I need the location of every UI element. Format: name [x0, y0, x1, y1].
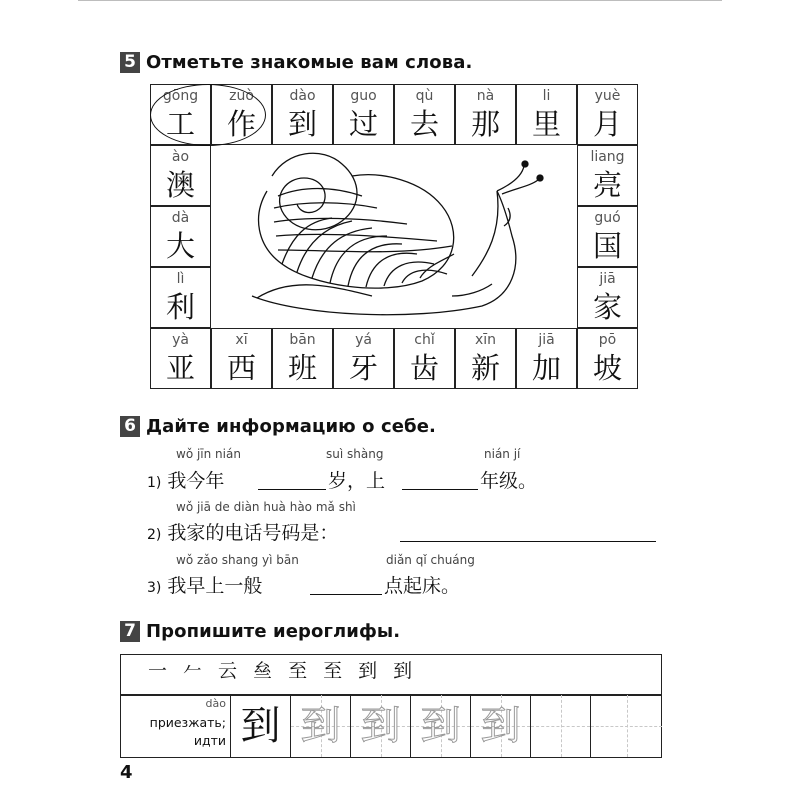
- character-cell[interactable]: [455, 84, 516, 145]
- pinyin-label: gōng: [162, 88, 199, 104]
- hanzi-character: 去: [409, 107, 439, 141]
- pinyin-label: yà: [172, 332, 189, 348]
- hanzi-character: 齿: [409, 351, 439, 385]
- hanzi-character: 坡: [592, 351, 622, 385]
- sentence-part: 我家的电话号码是：: [167, 522, 339, 544]
- character-cell[interactable]: [516, 84, 577, 145]
- meaning-label: [122, 695, 230, 757]
- character-cell[interactable]: [272, 84, 333, 145]
- hanzi-character: 过: [348, 107, 378, 141]
- stroke-order-sequence: [148, 656, 428, 683]
- hanzi-character: 作: [226, 107, 256, 141]
- pinyin-line: wǒ jiā de diàn huà hào mǎ shì: [176, 500, 356, 514]
- stroke-step: 到: [393, 660, 429, 682]
- character-cell[interactable]: [150, 84, 211, 145]
- character-cell[interactable]: [394, 84, 455, 145]
- section-number: 6: [120, 416, 140, 437]
- pinyin-label: dào: [289, 88, 316, 104]
- sentence-part: 点起床。: [384, 575, 461, 597]
- page-number: 4: [120, 762, 133, 783]
- hanzi-character: 澳: [165, 168, 195, 202]
- hanzi-character: 国: [592, 229, 622, 263]
- stroke-step: 云: [218, 660, 254, 682]
- pinyin-label: xīn: [474, 332, 497, 348]
- character-cell[interactable]: [577, 267, 638, 328]
- character-cell[interactable]: [577, 206, 638, 267]
- sentence-3: [147, 571, 262, 598]
- pinyin-label: pō: [598, 332, 617, 348]
- character-cell[interactable]: [150, 145, 211, 206]
- hanzi-character: 西: [226, 351, 256, 385]
- stroke-step: 至: [288, 660, 324, 682]
- character-cell[interactable]: [150, 328, 211, 389]
- pinyin-label: ào: [171, 149, 190, 165]
- character-cell[interactable]: [577, 328, 638, 389]
- meaning-line: приезжать;: [149, 715, 226, 730]
- item-number: 3): [147, 580, 162, 596]
- hanzi-character: 利: [165, 290, 195, 324]
- trace-cell[interactable]: [410, 695, 470, 757]
- pinyin-line: suì shàng: [326, 447, 384, 461]
- pinyin-label: jiā: [599, 271, 616, 287]
- character-cell[interactable]: [150, 267, 211, 328]
- top-rule: [78, 0, 722, 1]
- hanzi-character: 亚: [165, 351, 195, 385]
- hanzi-character: 大: [165, 229, 195, 263]
- hanzi-character: 亮: [592, 168, 622, 202]
- pinyin-label: dà: [171, 210, 190, 226]
- hanzi-character: 加: [531, 351, 561, 385]
- pinyin-label: yuè: [594, 88, 621, 104]
- character-cell[interactable]: [211, 84, 272, 145]
- hanzi-character: 那: [470, 107, 500, 141]
- character-cell[interactable]: [394, 328, 455, 389]
- section-title: Дайте информацию о себе.: [146, 415, 436, 437]
- stroke-step: 至: [323, 660, 359, 682]
- character-cell[interactable]: [577, 84, 638, 145]
- hanzi-character: 月: [592, 107, 622, 141]
- pinyin-label: liang: [590, 149, 625, 165]
- section-5-header: [120, 50, 472, 74]
- answer-blank-grade[interactable]: [402, 489, 478, 490]
- practice-cell[interactable]: [530, 695, 590, 757]
- pinyin-line: wǒ jīn nián: [176, 447, 241, 461]
- meaning-line: идти: [193, 733, 226, 748]
- character-cell[interactable]: [272, 328, 333, 389]
- stroke-step: 一: [148, 660, 184, 682]
- hanzi-character: 到: [287, 107, 317, 141]
- hanzi-character: 里: [531, 107, 561, 141]
- trace-character: 到: [360, 703, 401, 749]
- hanzi-character: 牙: [348, 351, 378, 385]
- sentence-part: 年级。: [480, 470, 538, 492]
- item-number: 1): [147, 475, 162, 491]
- pinyin-line: diǎn qǐ chuáng: [386, 553, 475, 567]
- character-cell[interactable]: [516, 328, 577, 389]
- sentence-1: [147, 466, 224, 493]
- stroke-step: 𠂉: [183, 660, 219, 682]
- practice-cell[interactable]: [590, 695, 662, 757]
- pinyin-label: chǐ: [414, 332, 435, 348]
- pinyin-label: jiā: [538, 332, 555, 348]
- trace-character: 到: [480, 703, 521, 749]
- answer-blank-time[interactable]: [310, 594, 382, 595]
- trace-character: 到: [300, 703, 341, 749]
- trace-cell[interactable]: [470, 695, 530, 757]
- hanzi-character: 工: [165, 107, 195, 141]
- character-cell[interactable]: [333, 84, 394, 145]
- trace-character: 到: [420, 703, 461, 749]
- trace-cell[interactable]: [350, 695, 410, 757]
- pinyin-label: guo: [350, 88, 377, 104]
- hanzi-character: 班: [287, 351, 317, 385]
- sentence-part: 岁，上: [328, 470, 386, 492]
- pinyin-label: lì: [176, 271, 185, 287]
- section-title: Пропишите иероглифы.: [146, 620, 401, 642]
- pinyin-label: nà: [476, 88, 495, 104]
- pinyin-label: qù: [415, 88, 434, 104]
- sentence-2: [147, 518, 338, 545]
- model-char-cell: [230, 695, 290, 757]
- pinyin-label: li: [542, 88, 551, 104]
- model-character: 到: [240, 703, 281, 749]
- trace-cell[interactable]: [290, 695, 350, 757]
- pinyin-label: xī: [235, 332, 248, 348]
- meaning-pinyin: dào: [205, 697, 226, 710]
- pinyin-label: bān: [289, 332, 316, 348]
- stroke-step: 到: [358, 660, 394, 682]
- sentence-part: 我今年: [167, 470, 225, 492]
- pinyin-label: zuò: [229, 88, 254, 104]
- sentence-part: 我早上一般: [167, 575, 263, 597]
- pinyin-label: guó: [594, 210, 621, 226]
- section-title: Отметьте знакомые вам слова.: [146, 51, 473, 73]
- character-cell[interactable]: [455, 328, 516, 389]
- stroke-step: 亝: [253, 660, 289, 682]
- hanzi-character: 新: [470, 351, 500, 385]
- character-cell[interactable]: [333, 328, 394, 389]
- hanzi-character: 家: [592, 290, 622, 324]
- character-cell[interactable]: [211, 328, 272, 389]
- pinyin-label: yá: [355, 332, 372, 348]
- section-number: 7: [120, 621, 140, 642]
- answer-blank-phone[interactable]: [400, 541, 656, 542]
- section-6-header: [120, 414, 436, 438]
- pinyin-line: nián jí: [484, 447, 521, 461]
- character-cell[interactable]: [577, 145, 638, 206]
- item-number: 2): [147, 527, 162, 543]
- answer-blank-age[interactable]: [258, 489, 326, 490]
- section-7-header: [120, 619, 400, 643]
- snail-illustration: [212, 146, 578, 329]
- pinyin-line: wǒ zǎo shang yì bān: [176, 553, 299, 567]
- character-cell[interactable]: [150, 206, 211, 267]
- section-number: 5: [120, 52, 140, 73]
